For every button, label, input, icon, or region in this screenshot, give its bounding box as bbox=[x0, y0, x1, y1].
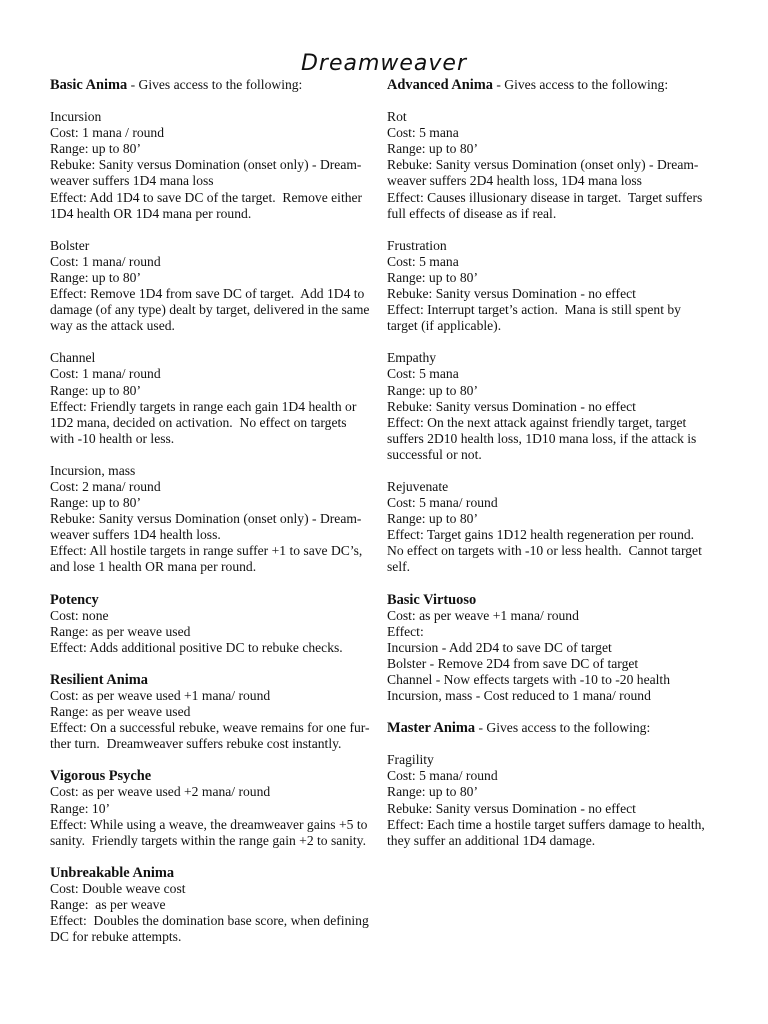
section-title: Potency bbox=[50, 591, 99, 608]
paragraph-gap bbox=[50, 334, 382, 350]
text-line: with -10 health or less. bbox=[50, 430, 175, 446]
text-line: Effect: Add 1D4 to save DC of the target. Remove either bbox=[50, 189, 363, 205]
left-column bbox=[50, 77, 382, 945]
section-heading bbox=[50, 592, 382, 608]
section-intro: - Gives access to the following: bbox=[127, 77, 303, 92]
text-line: Cost: 5 mana/ round bbox=[387, 495, 498, 511]
text-line: weaver suffers 1D4 health loss. bbox=[50, 527, 221, 543]
text-line: successful or not. bbox=[387, 446, 482, 462]
text-line: Cost: 5 mana bbox=[387, 125, 459, 141]
text-line: Range: up to 80’ bbox=[50, 495, 141, 511]
text-line: Rot bbox=[387, 109, 407, 125]
text-line: Effect: On a successful rebuke, weave remains for one fur- bbox=[50, 720, 370, 736]
text-line: DC for rebuke attempts. bbox=[50, 929, 182, 945]
text-line: Rebuke: Sanity versus Domination - no effect bbox=[387, 286, 636, 302]
text-line: Rebuke: Sanity versus Domination - no effect bbox=[387, 800, 636, 816]
text-line: full effects of disease as if real. bbox=[387, 205, 557, 221]
text-line: Bolster bbox=[50, 237, 90, 253]
text-line: Bolster - Remove 2D4 from save DC of target bbox=[387, 655, 639, 671]
text-line: Incursion, mass bbox=[50, 462, 136, 478]
text-line: Range: as per weave used bbox=[50, 623, 191, 639]
text-line: Range: up to 80’ bbox=[50, 269, 141, 285]
section-title: Basic Virtuoso bbox=[387, 591, 477, 608]
text-line: Effect: bbox=[387, 623, 424, 639]
right-column bbox=[387, 77, 723, 849]
paragraph-gap bbox=[387, 93, 723, 109]
section-intro: - Gives access to the following: bbox=[492, 77, 669, 92]
paragraph-gap bbox=[50, 849, 382, 865]
paragraph-gap bbox=[387, 222, 723, 238]
text-line: Range: 10’ bbox=[50, 800, 111, 816]
text-line: Cost: as per weave used +1 mana/ round bbox=[50, 688, 271, 703]
text-line: Cost: Double weave cost bbox=[50, 880, 186, 896]
paragraph-gap bbox=[387, 334, 723, 350]
section-title: Basic Anima bbox=[50, 77, 128, 93]
text-line: 1D4 health OR 1D4 mana per round. bbox=[50, 205, 252, 221]
text-line: Rebuke: Sanity versus Domination (onset only) - Dream- bbox=[50, 157, 362, 173]
text-line: Range: up to 80’ bbox=[387, 784, 478, 800]
text-line: Effect: Each time a hostile target suffers damage to health, bbox=[387, 816, 705, 832]
paragraph-gap bbox=[50, 447, 382, 463]
text-line: Empathy bbox=[387, 350, 437, 366]
section-intro: - Gives access to the following: bbox=[475, 720, 651, 736]
section-heading bbox=[387, 720, 723, 736]
text-line: Incursion - Add 2D4 to save DC of target bbox=[387, 639, 612, 655]
text-line: Effect: Adds additional positive DC to rebuke checks. bbox=[50, 639, 343, 655]
text-line: Rebuke: Sanity versus Domination (onset only) - Dream- bbox=[387, 157, 699, 173]
page-title: Dreamweaver bbox=[300, 51, 468, 76]
text-line: Effect: Friendly targets in range each gain 1D4 health or bbox=[50, 398, 357, 414]
text-line: Cost: 5 mana bbox=[387, 366, 459, 382]
text-line: Effect: Target gains 1D12 health regeneration per round. bbox=[387, 527, 695, 543]
section-heading bbox=[387, 77, 723, 93]
section-heading bbox=[50, 77, 382, 93]
text-line: weaver suffers 2D4 health loss, 1D4 mana loss bbox=[387, 173, 642, 189]
text-line: 1D2 mana, decided on activation. No effect on targets bbox=[50, 414, 347, 430]
text-line: Effect: Causes illusionary disease in target. Target suffers bbox=[387, 189, 703, 205]
text-line: Cost: 1 mana/ round bbox=[50, 366, 161, 382]
section-heading bbox=[50, 672, 382, 688]
paragraph-gap bbox=[50, 656, 382, 672]
text-line: Cost: none bbox=[50, 607, 109, 623]
section-title: Advanced Anima bbox=[387, 77, 493, 93]
section-title: Resilient Anima bbox=[50, 671, 148, 688]
paragraph-gap bbox=[387, 704, 723, 720]
paragraph-gap bbox=[50, 222, 382, 238]
text-line: Cost: 5 mana bbox=[387, 253, 459, 269]
paragraph-gap bbox=[50, 93, 382, 109]
text-line: Rejuvenate bbox=[387, 478, 449, 494]
text-line: way as the attack used. bbox=[50, 318, 175, 334]
paragraph-gap bbox=[387, 463, 723, 479]
text-line: Effect: Remove 1D4 from save DC of target. Add 1D4 to bbox=[50, 286, 365, 302]
text-line: Channel bbox=[50, 350, 96, 366]
section-title: Vigorous Psyche bbox=[50, 768, 152, 785]
text-line: Cost: 1 mana/ round bbox=[50, 253, 161, 269]
text-line: Effect: While using a weave, the dreamweaver gains +5 to bbox=[50, 816, 368, 832]
text-line: and lose 1 health OR mana per round. bbox=[50, 559, 257, 575]
text-line: damage (of any type) dealt by target, delivered in the same bbox=[50, 302, 370, 318]
section-title: Unbreakable Anima bbox=[50, 864, 175, 881]
paragraph-gap bbox=[50, 752, 382, 768]
text-line: self. bbox=[387, 559, 411, 575]
text-line: Incursion bbox=[50, 109, 102, 125]
text-line: Rebuke: Sanity versus Domination - no effect bbox=[387, 398, 636, 414]
section-heading bbox=[50, 865, 382, 881]
paragraph-gap bbox=[387, 576, 723, 592]
text-line: Fragility bbox=[387, 752, 434, 768]
text-line: Effect: Interrupt target’s action. Mana is still spent by bbox=[387, 302, 681, 318]
text-line: Incursion, mass - Cost reduced to 1 mana/ round bbox=[387, 688, 651, 704]
paragraph-gap bbox=[387, 736, 723, 752]
text-line: Frustration bbox=[387, 237, 447, 253]
text-line: sanity. Friendly targets within the range gain +2 to sanity. bbox=[50, 832, 366, 848]
text-line: Effect: Doubles the domination base score, when defining bbox=[50, 913, 369, 929]
text-line: Range: as per weave bbox=[50, 897, 166, 913]
paragraph-gap bbox=[50, 576, 382, 592]
section-heading bbox=[50, 768, 382, 784]
text-line: Cost: 5 mana/ round bbox=[387, 768, 498, 784]
text-line: suffers 2D10 health loss, 1D10 mana loss, if the attack is bbox=[387, 430, 697, 446]
text-line: Channel - Now effects targets with -10 to -20 health bbox=[387, 672, 671, 687]
text-line: Range: up to 80’ bbox=[50, 382, 141, 398]
text-line: Cost: 2 mana/ round bbox=[50, 478, 161, 494]
text-line: weaver suffers 1D4 mana loss bbox=[50, 173, 214, 189]
text-line: Range: as per weave used bbox=[50, 704, 191, 720]
text-line: Range: up to 80’ bbox=[387, 141, 478, 157]
text-line: Range: up to 80’ bbox=[50, 141, 141, 157]
text-line: Rebuke: Sanity versus Domination (onset only) - Dream- bbox=[50, 511, 362, 527]
text-line: target (if applicable). bbox=[387, 318, 502, 334]
text-line: Cost: 1 mana / round bbox=[50, 125, 165, 141]
section-title: Master Anima bbox=[387, 720, 476, 737]
text-line: they suffer an additional 1D4 damage. bbox=[387, 832, 596, 848]
text-line: Range: up to 80’ bbox=[387, 511, 478, 527]
text-line: Effect: On the next attack against friendly target, target bbox=[387, 414, 687, 430]
text-line: No effect on targets with -10 or less health. Cannot target bbox=[387, 543, 702, 559]
text-line: ther turn. Dreamweaver suffers rebuke cost instantly. bbox=[50, 736, 342, 752]
text-line: Range: up to 80’ bbox=[387, 269, 478, 285]
text-line: Cost: as per weave +1 mana/ round bbox=[387, 607, 579, 623]
text-line: Range: up to 80’ bbox=[387, 382, 478, 398]
text-line: Cost: as per weave used +2 mana/ round bbox=[50, 784, 271, 800]
text-line: Effect: All hostile targets in range suffer +1 to save DC’s, bbox=[50, 543, 363, 559]
section-heading bbox=[387, 592, 723, 608]
